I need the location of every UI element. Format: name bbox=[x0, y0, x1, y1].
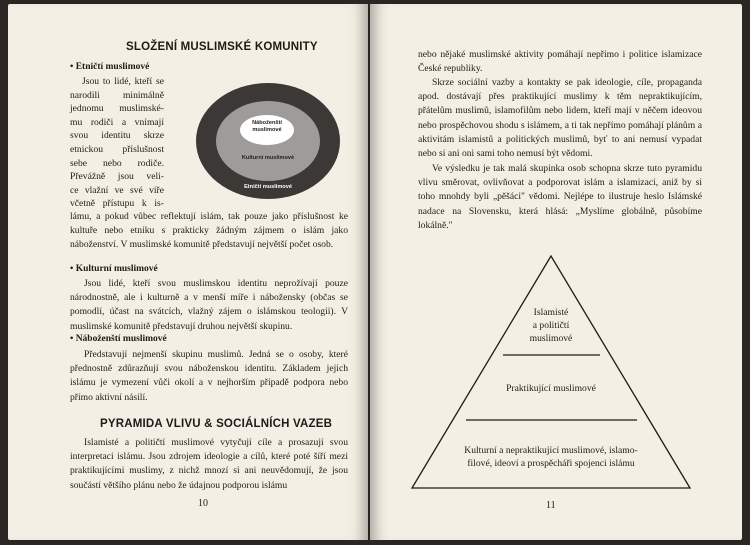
text-line: sebe nebo rodiče. bbox=[70, 157, 164, 169]
text-line: narodili minimálně bbox=[70, 89, 164, 101]
community-ellipse-diagram bbox=[196, 83, 340, 199]
ethnic-ring-label: Etničtí muslimové bbox=[244, 184, 292, 190]
cultural-ring-label: Kulturní muslimové bbox=[241, 155, 295, 161]
text-line: včetně přístupu k is- bbox=[70, 198, 164, 210]
ethnic-wrapped-text bbox=[70, 75, 164, 211]
subheading-ethnic: • Etničtí muslimové bbox=[70, 62, 150, 72]
text-line: ce vlažní ve své víře bbox=[70, 184, 164, 196]
ethnic-paragraph: lámu, a pokud vůbec reflektují islám, tak pouze jako příslušnost ke kultuře nebo etniku s prakticky žádným zájmem o islám jako náboženství. V muslimské komunitě představují největší počet osob. bbox=[70, 211, 348, 251]
religious-ring-label: Náboženští muslimové bbox=[252, 120, 282, 133]
right-page bbox=[370, 4, 742, 540]
text-line: mu rodiči a vnímají bbox=[70, 116, 164, 128]
pyramid-top-label bbox=[501, 306, 601, 345]
left-page bbox=[8, 4, 368, 540]
subheading-religious: • Náboženští muslimové bbox=[70, 334, 167, 344]
subheading-cultural: • Kulturní muslimové bbox=[70, 264, 158, 274]
result-paragraph: Ve výsledku je tak malá skupinka osob schopna skrze tuto pyramidu vlivu směrovat, ovlivňovat a podporovat islám a islamizaci, aniž by si toho mnohdy byli „pěšáci" vědomi. Nejlépe to ilustruje heslo Islámské nadace na Slovensku, která hlásá: „Myslíme globálně, působíme lokálně." bbox=[418, 163, 702, 231]
pyramid-bottom-label bbox=[441, 444, 661, 470]
text-line: svou identitu skrze bbox=[70, 130, 164, 142]
text-line: Jsou to lidé, kteří se bbox=[82, 76, 164, 87]
pyramid-top-line: a političtí bbox=[532, 320, 570, 331]
pyramid-top-line: muslimové bbox=[529, 333, 573, 344]
section-heading-pyramid: PYRAMIDA VLIVU & SOCIÁLNÍCH VAZEB bbox=[100, 418, 333, 430]
page-number: 10 bbox=[198, 498, 208, 509]
religious-paragraph: Představují nejmenší skupinu muslimů. Jedná se o osoby, které přednostně zdůrazňují svou náboženskou identitu. Základem jejich islámu je vymezení vůči okolí a v nejhorším případě podpora nebo přímo aktivní násilí. bbox=[70, 349, 348, 403]
social-ties-paragraph: Skrze sociální vazby a kontakty se pak ideologie, cíle, propaganda apod. dostávají přes praktikující muslimy k těm nepraktikujícím, přátelům muslimů, islamofilům nebo lidem, kteří mají v něčem ideovou nebo prospěchovou shodu s islámem, a ti tak nepřímo pomáhají plánům a aktivitám islamistů a politických muslimů, byť to ani nemusí vypadat nebo si ani oni sami toho nemusí být vědomi. bbox=[418, 77, 702, 160]
section-heading-community: SLOŽENÍ MUSLIMSKÉ KOMUNITY bbox=[126, 41, 318, 53]
text-line: etnickou příslušnost bbox=[70, 143, 164, 155]
pyramid-bottom-line: filové, ideoví a prospěcháři spojenci islámu bbox=[467, 458, 635, 469]
cultural-paragraph: Jsou lidé, kteří svou muslimskou identitu neprožívají pouze národnostně, ale i kulturně a v menší míře i nábožensky (občas se pomodlí, účast na svátcích, vlažný zájem o islámskou teologii). V muslimské komunitě představují druhou největší skupinu. bbox=[70, 278, 348, 332]
page-number: 11 bbox=[546, 500, 556, 511]
pyramid-middle-label: Praktikující muslimové bbox=[506, 383, 596, 394]
pyramid-top-line: Islamisté bbox=[533, 307, 569, 318]
pyramid-paragraph: Islamisté a političtí muslimové vytyčují cíle a prosazují svou interpretaci islámu. Jsou zdrojem ideologie a cílů, které poté šíří mezi praktikujícími muslimy, z nichž mnozí si ani neuvědomují, že jsou součástí většího plánu nebo že údajnou podporou islámu bbox=[70, 437, 348, 491]
continuation-paragraph: nebo nějaké muslimské aktivity pomáhají nepřímo i politice islamizace České republiky. bbox=[418, 49, 702, 75]
pyramid-bottom-line: Kulturní a nepraktikující muslimové, islamo- bbox=[464, 445, 638, 456]
text-line: Převážně jsou veli- bbox=[70, 171, 164, 183]
text-line: jednomu muslimské- bbox=[70, 103, 164, 115]
